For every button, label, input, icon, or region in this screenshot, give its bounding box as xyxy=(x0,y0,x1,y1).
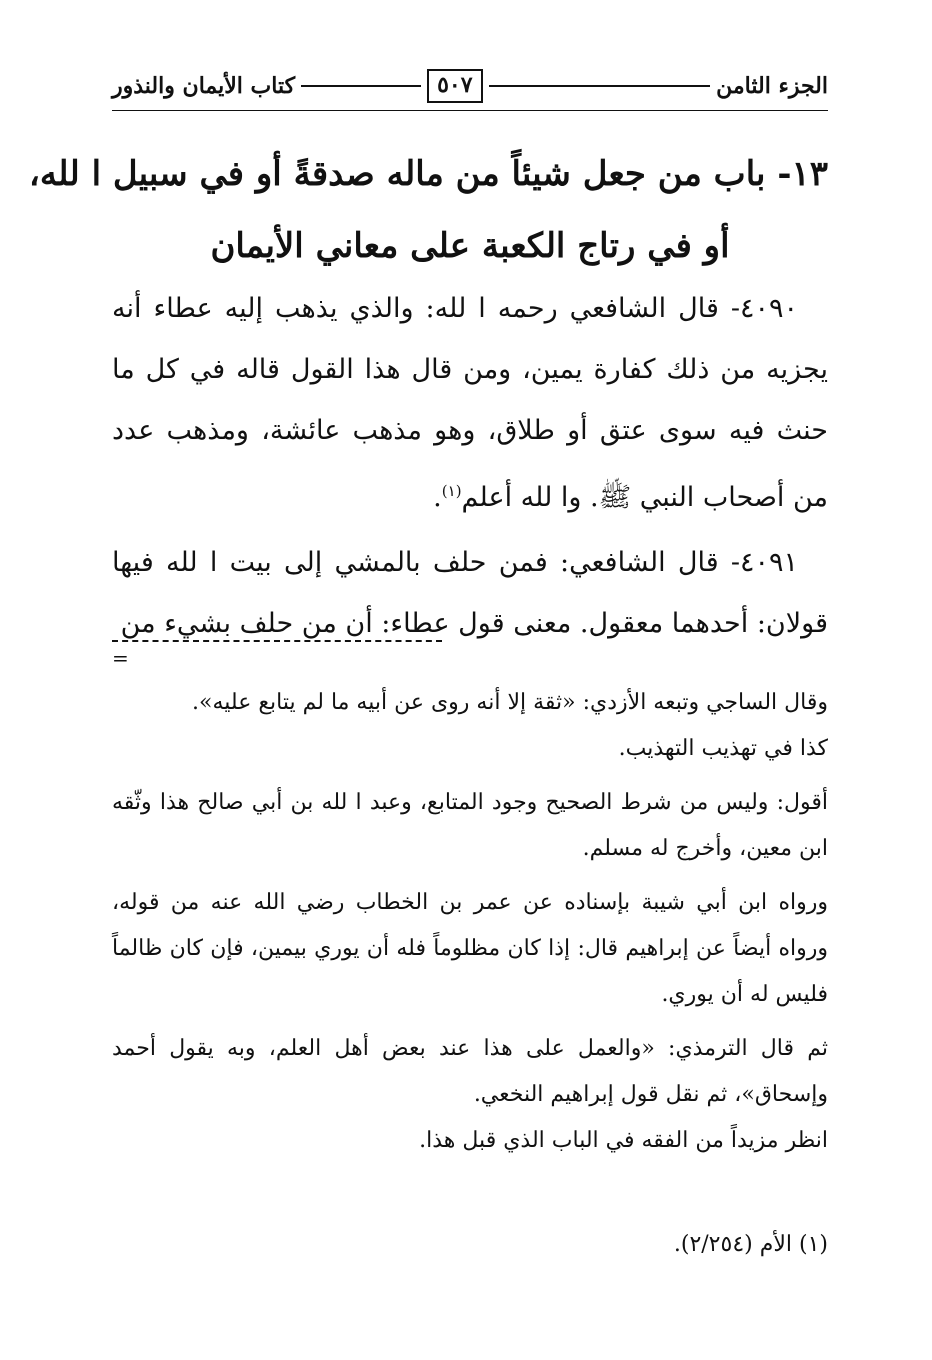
book-title: كتاب الأيمان والنذور xyxy=(112,73,296,99)
paragraph-4091 xyxy=(112,532,828,654)
separator-dashes xyxy=(112,640,442,642)
note-paragraph: وقال الساجي وتبعه الأزدي: «ثقة إلا أنه روى عن أبيه ما لم يتابع عليه». xyxy=(192,690,828,715)
notes-block xyxy=(112,680,828,1172)
header-line-right xyxy=(489,85,711,87)
p2-line-2: قولان: أحدهما معقول. معنى قول عطاء: أن من حلف بشيء من xyxy=(120,608,828,639)
p1-line-2: يجزيه من ذلك كفارة يمين، ومن قال هذا القول قاله في كل ما حنث xyxy=(112,354,828,446)
footnote-ref-1: (١) xyxy=(441,482,462,500)
chapter-heading-line-2: أو في رتاج الكعبة على معاني الأيمان xyxy=(210,226,730,266)
note-paragraph: ثم قال الترمذي: «والعمل على هذا عند بعض أهل العلم، وبه يقول أحمد وإسحاق»، ثم نقل قول إبراهيم النخعي. xyxy=(112,1036,828,1107)
page-number: ٥٠٧ xyxy=(427,69,482,103)
note-paragraph: انظر مزيداً من الفقه في الباب الذي قبل هذا. xyxy=(419,1128,828,1153)
p1-line-3: فيه سوى عتق أو طلاق، وهو مذهب عائشة، ومذهب عدد من xyxy=(112,415,828,513)
chapter-heading-line-1: ١٣- باب من جعل شيئاً من ماله صدقةً أو في سبيل ا لله، xyxy=(28,154,828,194)
volume-title: الجزء الثامن xyxy=(716,73,828,99)
main-text xyxy=(112,278,828,658)
paragraph-4090 xyxy=(112,278,828,528)
header-line-left xyxy=(301,85,421,87)
note-paragraph: ورواه ابن أبي شيبة بإسناده عن عمر بن الخطاب رضي الله عنه من قوله، ورواه أيضاً عن إبراهيم قال: إذا كان مظلوماً فله أن يوري بيمين، فإن كان ظالماً فليس له أن يوري. xyxy=(112,890,828,1007)
header-rule xyxy=(112,110,828,111)
footnote-1: (١) الأم (٢/٢٥٤). xyxy=(673,1232,828,1257)
note-paragraph: كذا في تهذيب التهذيب. xyxy=(618,736,828,761)
p2-line-1: ٤٠٩١- قال الشافعي: فمن حلف بالمشي إلى بيت ا لله فيها xyxy=(112,547,798,578)
chapter-heading xyxy=(28,138,828,282)
note-paragraph: أقول: وليس من شرط الصحيح وجود المتابع، وعبد ا لله بن أبي صالح هذا وثّقه ابن معين، وأخرج له مسلم. xyxy=(112,790,828,861)
p1-line-4: أصحاب النبي ﷺ. وا لله أعلم xyxy=(461,482,785,513)
p1-line-1: ٤٠٩٠- قال الشافعي رحمه ا لله: والذي يذهب إليه عطاء أنه xyxy=(112,293,798,324)
running-header xyxy=(112,62,828,110)
continuation-mark: = xyxy=(112,646,129,670)
footnote-separator xyxy=(112,640,442,668)
p1-end: . xyxy=(433,482,442,513)
